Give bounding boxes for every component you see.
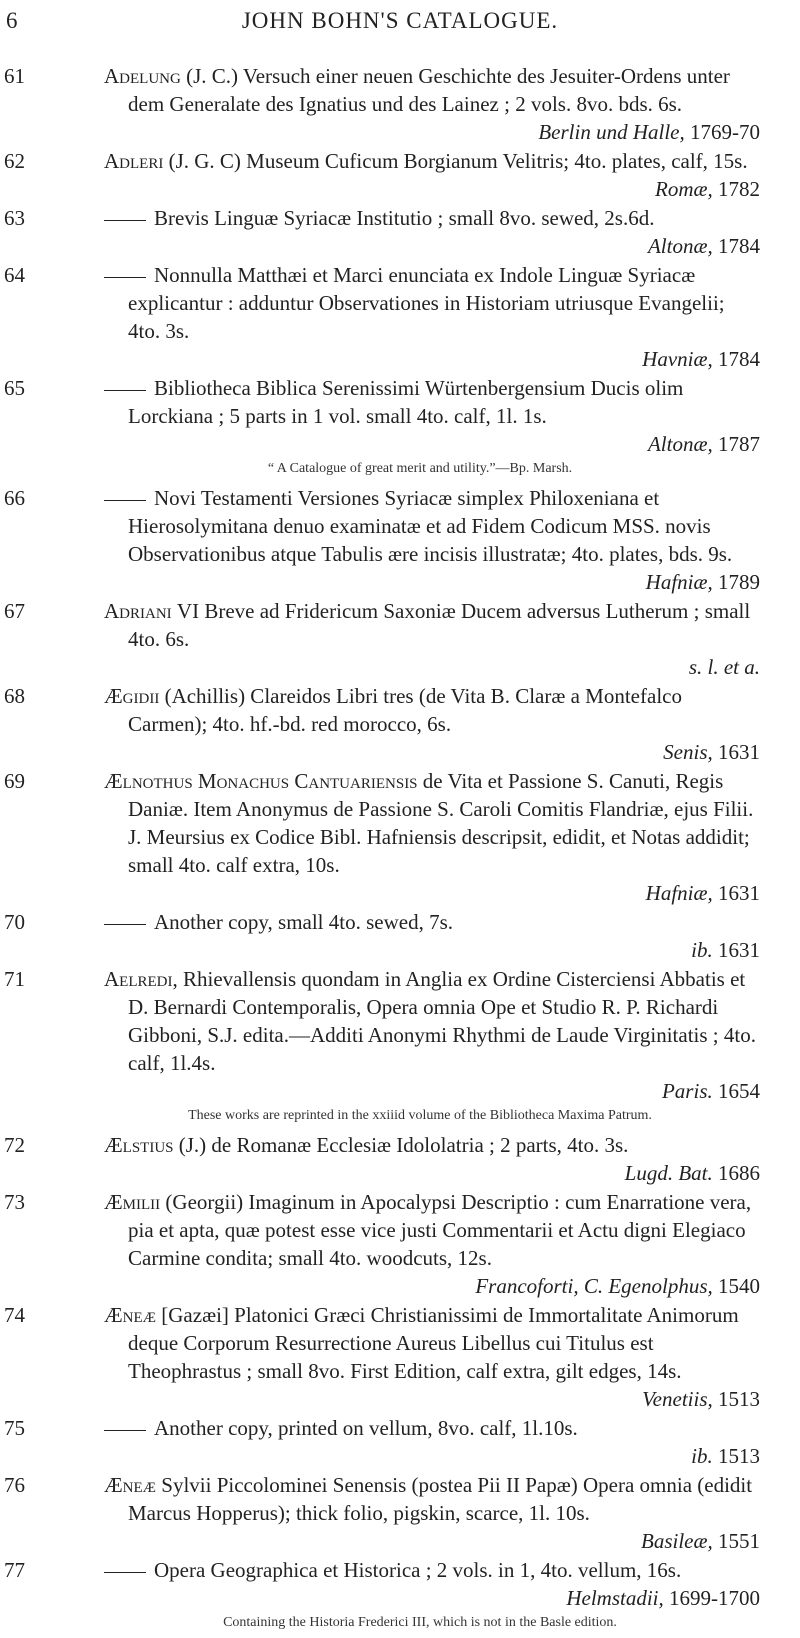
entry-imprint	[128, 1077, 760, 1105]
entry-description: [Gazæi] Platonici Græci Christianissimi de Immortalitate Animorum deque Corporum Resurrectione Aureus Libellus cui Titulus est Theophrastus ; small 8vo. First Edition, calf extra, gilt edges, 14s.	[128, 1303, 739, 1383]
imprint-place: s. l. et a.	[688, 655, 760, 679]
imprint-place: Hafniæ,	[645, 570, 718, 594]
entry-imprint	[128, 1442, 760, 1470]
entry-imprint	[128, 1584, 760, 1612]
catalogue-entry	[0, 965, 800, 1125]
imprint-year: 1699-1700	[669, 1586, 760, 1610]
entry-description: Another copy, small 4to. sewed, 7s.	[154, 910, 454, 934]
running-title: JOHN BOHN'S CATALOGUE.	[241, 8, 559, 33]
entry-imprint	[128, 1527, 760, 1555]
entry-imprint	[128, 568, 760, 596]
entry-description: (Georgii) Imaginum in Apocalypsi Descriptio : cum Enarratione vera, pia et apta, quæ potest esse vice justi Commentarii et Actu digni Elegiaco Carmine condita; small 4to. woodcuts, 12s.	[128, 1190, 752, 1270]
imprint-year: 1551	[718, 1529, 760, 1553]
entry-imprint	[128, 738, 760, 766]
catalogue-entry	[0, 484, 800, 596]
entry-note: These works are reprinted in the xxiiid volume of the Bibliotheca Maxima Patrum.	[188, 1108, 652, 1123]
catalogue-entry	[0, 204, 800, 260]
entry-imprint	[128, 232, 760, 260]
catalogue-entry	[0, 1471, 800, 1555]
imprint-place: Berlin und Halle,	[538, 120, 690, 144]
entry-number: 68	[4, 684, 25, 708]
entry-number: 69	[4, 769, 25, 793]
catalogue-entries	[0, 62, 800, 1638]
imprint-year: 1513	[718, 1387, 760, 1411]
entry-description: Opera Geographica et Historica ; 2 vols. in 1, 4to. vellum, 16s.	[154, 1558, 682, 1582]
catalogue-entry	[0, 147, 800, 203]
entry-number: 67	[4, 599, 25, 623]
imprint-year: 1631	[718, 740, 760, 764]
ditto-dash	[104, 390, 146, 391]
entry-description: (Achillis) Clareidos Libri tres (de Vita B. Claræ a Montefalco Carmen); 4to. hf.-bd. red morocco, 6s.	[128, 684, 682, 736]
imprint-year: 1784	[718, 347, 760, 371]
entry-author: Adleri	[104, 149, 169, 173]
imprint-place: Basileæ,	[641, 1529, 718, 1553]
entry-number: 71	[4, 967, 25, 991]
imprint-year: 1654	[718, 1079, 760, 1103]
entry-text	[104, 204, 760, 260]
imprint-year: 1789	[718, 570, 760, 594]
imprint-place: Venetiis,	[642, 1387, 718, 1411]
imprint-year: 1631	[718, 881, 760, 905]
entry-description: VI Breve ad Fridericum Saxoniæ Ducem adversus Lutherum ; small 4to. 6s.	[128, 599, 751, 651]
entry-imprint	[128, 1159, 760, 1187]
entry-author: Adelung	[104, 64, 187, 88]
catalogue-entry	[0, 374, 800, 478]
imprint-place: Hafniæ,	[645, 881, 718, 905]
entry-author: Aelredi,	[104, 967, 183, 991]
entry-text	[104, 1131, 760, 1187]
entry-number: 75	[4, 1416, 25, 1440]
catalogue-entry	[0, 767, 800, 907]
ditto-dash	[104, 500, 146, 501]
catalogue-entry	[0, 62, 800, 146]
entry-imprint	[128, 1272, 760, 1300]
entry-number: 64	[4, 263, 25, 287]
imprint-year: 1540	[718, 1274, 760, 1298]
catalogue-entry	[0, 1188, 800, 1300]
entry-description: Nonnulla Matthæi et Marci enunciata ex Indole Linguæ Syriacæ explicantur : adduntur Observationes in Historiam utriusque Evangelii; 4to. 3s.	[128, 263, 725, 343]
entry-text	[104, 1414, 760, 1470]
entry-imprint	[128, 175, 760, 203]
entry-text	[104, 261, 760, 373]
catalogue-entry	[0, 908, 800, 964]
entry-number: 72	[4, 1133, 25, 1157]
entry-text	[104, 62, 760, 146]
entry-number: 77	[4, 1558, 25, 1582]
ditto-dash	[104, 1572, 146, 1573]
entry-description: Brevis Linguæ Syriacæ Institutio ; small 8vo. sewed, 2s.6d.	[154, 206, 655, 230]
entry-number: 62	[4, 149, 25, 173]
entry-author: Ælstius	[104, 1133, 179, 1157]
ditto-dash	[104, 924, 146, 925]
entry-note: “ A Catalogue of great merit and utility.”—Bp. Marsh.	[267, 461, 573, 476]
entry-imprint	[128, 1385, 760, 1413]
imprint-place: Lugd. Bat.	[624, 1161, 718, 1185]
entry-description: Sylvii Piccolominei Senensis (postea Pii II Papæ) Opera omnia (edidit Marcus Hopperus); thick folio, pigskin, scarce, 1l. 10s.	[128, 1473, 753, 1525]
imprint-year: 1513	[718, 1444, 760, 1468]
imprint-place: ib.	[691, 1444, 718, 1468]
entry-imprint	[128, 430, 760, 458]
entry-description: (J. C.) Versuch einer neuen Geschichte des Jesuiter-Ordens unter dem Generalate des Ignatius und des Lainez ; 2 vols. 8vo. bds. 6s.	[128, 64, 730, 116]
entry-imprint	[128, 936, 760, 964]
ditto-dash	[104, 220, 146, 221]
entry-author: Æneæ	[104, 1303, 162, 1327]
imprint-place: Senis,	[663, 740, 718, 764]
imprint-year: 1782	[718, 177, 760, 201]
entry-author: Æmilii	[104, 1190, 166, 1214]
imprint-place: Paris.	[661, 1079, 718, 1103]
entry-number: 76	[4, 1473, 25, 1497]
catalogue-entry	[0, 1301, 800, 1413]
catalogue-entry	[0, 1131, 800, 1187]
entry-number: 63	[4, 206, 25, 230]
entry-text	[104, 597, 760, 681]
entry-description: de Vita et Passione S. Canuti, Regis Daniæ. Item Anonymus de Passione S. Caroli Comitis Flandriæ, ejus Filii. J. Meursius ex Codice Bibl. Hafniensis descripsit, edidit, et Notas addidit; small 4to. calf extra, 10s.	[128, 769, 754, 877]
entry-number: 70	[4, 910, 25, 934]
entry-author: Ægidii	[104, 684, 165, 708]
imprint-place: Francoforti, C. Egenolphus,	[475, 1274, 718, 1298]
catalogue-entry	[0, 1556, 800, 1632]
entry-imprint	[128, 653, 760, 681]
entry-description: (J.) de Romanæ Ecclesiæ Idololatria ; 2 parts, 4to. 3s.	[178, 1133, 629, 1157]
imprint-place: Romæ,	[655, 177, 718, 201]
entry-text	[104, 484, 760, 596]
ditto-dash	[104, 277, 146, 278]
imprint-year: 1686	[718, 1161, 760, 1185]
entry-number: 65	[4, 376, 25, 400]
entry-description: Bibliotheca Biblica Serenissimi Würtenbergensium Ducis olim Lorckiana ; 5 parts in 1 vol. small 4to. calf, 1l. 1s.	[128, 376, 684, 428]
entry-note: Containing the Historia Frederici III, which is not in the Basle edition.	[223, 1615, 617, 1630]
imprint-year: 1787	[718, 432, 760, 456]
imprint-year: 1631	[718, 938, 760, 962]
entry-description: (J. G. C) Museum Cuficum Borgianum Velitris; 4to. plates, calf, 15s.	[168, 149, 748, 173]
entry-author: Æneæ	[104, 1473, 162, 1497]
entry-number: 66	[4, 486, 25, 510]
entry-text	[104, 147, 760, 203]
entry-author: Adriani	[104, 599, 177, 623]
entry-description: Rhievallensis quondam in Anglia ex Ordine Cisterciensi Abbatis et D. Bernardi Contemporalis, Opera omnia Ope et Studio R. P. Richardi Gibboni, S.J. edita.—Additi Anonymi Rhythmi de Laude Virginitatis ; 4to. calf, 1l.4s.	[128, 967, 756, 1075]
entry-number: 74	[4, 1303, 25, 1327]
entry-number: 73	[4, 1190, 25, 1214]
page-header	[0, 2, 800, 42]
ditto-dash	[104, 1430, 146, 1431]
entry-imprint	[128, 345, 760, 373]
entry-imprint	[128, 118, 760, 146]
entry-text	[104, 1188, 760, 1300]
imprint-place: Altonæ,	[647, 432, 718, 456]
imprint-year: 1769-70	[690, 120, 760, 144]
imprint-place: ib.	[691, 938, 718, 962]
imprint-place: Helmstadii,	[566, 1586, 669, 1610]
entry-description: Novi Testamenti Versiones Syriacæ simplex Philoxeniana et Hierosolymitana denuo examinatæ et ad Fidem Codicum MSS. novis Observationibus atque Tabulis ære incisis illustratæ; 4to. plates, bds. 9s.	[128, 486, 733, 566]
entry-imprint	[128, 879, 760, 907]
catalogue-entry	[0, 682, 800, 766]
imprint-year: 1784	[718, 234, 760, 258]
entry-text	[104, 1301, 760, 1413]
catalogue-entry	[0, 261, 800, 373]
entry-text	[104, 374, 760, 458]
entry-description: Another copy, printed on vellum, 8vo. calf, 1l.10s.	[154, 1416, 578, 1440]
entry-text	[104, 965, 760, 1105]
entry-text	[104, 908, 760, 964]
page-number: 6	[6, 8, 18, 33]
entry-text	[104, 1556, 760, 1612]
imprint-place: Havniæ,	[642, 347, 718, 371]
entry-text	[104, 682, 760, 766]
entry-number: 61	[4, 64, 25, 88]
entry-text	[104, 767, 760, 907]
catalogue-entry	[0, 597, 800, 681]
entry-author: Ælnothus Monachus Cantuariensis	[104, 769, 423, 793]
imprint-place: Altonæ,	[647, 234, 718, 258]
catalogue-entry	[0, 1414, 800, 1470]
entry-text	[104, 1471, 760, 1555]
